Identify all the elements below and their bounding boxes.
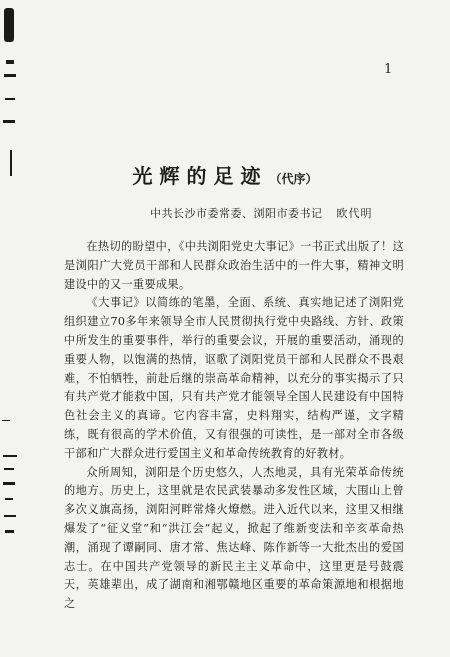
binding-mark xyxy=(4,8,14,42)
scan-binding-edge xyxy=(0,0,22,657)
author-affiliation: 中共长沙市委常委、浏阳市委书记 xyxy=(150,207,323,220)
binding-mark xyxy=(4,74,16,77)
title-subtitle: （代序） xyxy=(269,172,318,186)
author-byline xyxy=(150,205,373,221)
binding-mark xyxy=(5,98,15,100)
binding-mark xyxy=(3,455,17,457)
binding-mark xyxy=(4,515,16,517)
binding-mark xyxy=(2,420,10,421)
body-text xyxy=(64,238,404,614)
paragraph: 众所周知，浏阳是个历史悠久，人杰地灵，具有光荣革命传统的地方。历史上，这里就是农民武装暴动多发性区域，大围山上曾多次义旗高扬，浏阳河畔常烽火燎燃。进入近代以来，这里又相继爆发了“征义堂”和“洪江会”起义，掀起了维新变法和辛亥革命热潮，涌现了谭嗣同、唐才常、焦达峰、陈作新等一大批杰出的爱国志士。在中国共产党领导的新民主主义革命中，这里更是号鼓震天，英雄辈出，成了湖南和湘鄂赣地区重要的革命策源地和根据地之 xyxy=(64,465,404,611)
chapter-title xyxy=(0,160,450,189)
binding-mark xyxy=(3,482,15,485)
author-name: 欧代明 xyxy=(336,207,373,220)
binding-mark xyxy=(6,60,14,64)
binding-mark xyxy=(4,468,14,470)
paragraph: 《大事记》以简练的笔墨，全面、系统、真实地记述了浏阳党组织建立70多年来领导全市人民贯彻执行党中央路线、方针、政策中所发生的重要事件，举行的重要会议，开展的重要活动，涌现的重要人物，以饱满的热情，讴歌了浏阳党员干部和人民群众不畏艰难，不怕牺牲，前赴后继的崇高革命精神，以充分的事实揭示了只有共产党才能救中国，只有共产党才能领导全国人民建设有中国特色社会主义的真谛。它内容丰富，史料翔实，结构严谨，文字精练，既有很高的学术价值，又有很强的可读性，是一部对全市各级干部和广大群众进行爱国主义和革命传统教育的好教材。 xyxy=(64,296,404,460)
binding-mark xyxy=(5,530,14,533)
title-main: 光辉的足迹 xyxy=(132,164,268,188)
binding-mark xyxy=(3,120,15,123)
binding-mark xyxy=(5,498,13,500)
page-number: 1 xyxy=(384,62,393,77)
paragraph: 在热切的盼望中，《中共浏阳党史大事记》一书正式出版了！这是浏阳广大党员干部和人民群众政治生活中的一件大事，精神文明建设中的又一重要成果。 xyxy=(64,240,404,291)
